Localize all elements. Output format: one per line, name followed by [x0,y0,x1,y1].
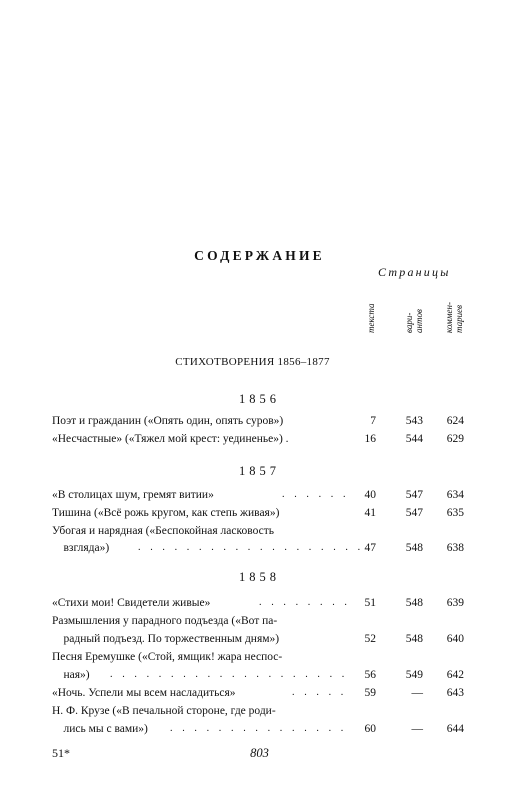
entry-title: Тишина («Всё рожь кругом, как степь живая») [52,507,280,519]
entry-title: ная») [52,669,90,681]
entry-title: Н. Ф. Крузе («В печальной стороне, где роди- [52,705,276,717]
page-variants: 547 [405,507,423,519]
toc-entry[interactable] [52,504,462,522]
entry-title: «В столицах шум, гремят витии» [52,489,214,501]
year-heading: 1857 [239,464,280,478]
leader-dots: . . . . . . . . . . . . . . . . . . . . [110,669,348,680]
page-text: 52 [364,633,376,645]
toc-entry[interactable] [52,594,462,612]
page-comments: 639 [446,597,464,609]
toc-entry[interactable] [52,684,462,702]
toc-entry-continuation[interactable] [52,630,462,648]
toc-entry[interactable] [52,522,462,540]
entry-title: Песня Еремушке («Стой, ямщик! жара неспос- [52,651,283,663]
toc-entry[interactable] [52,702,462,720]
entry-title: «Несчастные» («Тяжел мой крест: уединенье») . [52,433,289,445]
leader-dots: . . . . . . . . . . . . . . . . . . . [138,542,364,553]
entry-title: взгляда») [52,542,110,554]
page-comments: 635 [446,507,464,519]
page-variants: 548 [405,597,423,609]
page-comments: 640 [446,633,464,645]
page-variants: 543 [405,415,423,427]
entry-title: Поэт и гражданин («Опять один, опять суров») [52,415,284,427]
page-comments: 634 [446,489,464,501]
year-heading: 1858 [239,570,280,584]
entry-title: «Ночь. Успели мы всем насладиться» [52,687,236,699]
page-comments: 644 [446,723,464,735]
page-text: 7 [370,415,376,427]
page-text: 59 [364,687,376,699]
page-text: 47 [364,542,376,554]
page-text: 41 [364,507,376,519]
leader-dots: . . . . . [292,687,347,698]
toc-entry-continuation[interactable] [52,539,462,557]
page-variants: 544 [405,433,423,445]
page-text: 51 [364,597,376,609]
toc-entry[interactable] [52,430,462,448]
entry-title: радный подъезд. По торжественным дням») [52,633,280,645]
toc-entry[interactable] [52,648,462,666]
page-comments: 624 [446,415,464,427]
column-header-comments: коммен- тариев [444,302,464,333]
pages-column-header: Страницы [378,265,451,279]
leader-dots: . . . . . . . . [259,597,351,608]
page-text: 16 [364,433,376,445]
page-variants: 547 [405,489,423,501]
entry-title: Убогая и нарядная («Беспокойная ласковость [52,525,274,537]
page-title: СОДЕРЖАНИЕ [194,248,325,263]
leader-dots: . . . . . . [282,489,350,500]
column-header-text: текста [366,303,376,333]
toc-entry[interactable] [52,412,462,430]
page-variants: 548 [405,542,423,554]
page-variants: — [411,687,423,699]
page-text: 40 [364,489,376,501]
page-comments: 643 [446,687,464,699]
page-number: 803 [250,746,269,760]
page-variants: — [411,723,423,735]
leader-dots: . . . . . . . . . . . . . . . [170,723,347,734]
column-header-variants: вари- антов [404,309,424,333]
page-text: 56 [364,669,376,681]
entry-title: Размышления у парадного подъезда («Вот па- [52,615,278,627]
page-variants: 548 [405,633,423,645]
toc-entry[interactable] [52,486,462,504]
page-text: 60 [364,723,376,735]
signature-mark: 51* [52,746,70,760]
toc-entry-continuation[interactable] [52,720,462,738]
page-comments: 638 [446,542,464,554]
toc-entry[interactable] [52,612,462,630]
section-heading: СТИХОТВОРЕНИЯ 1856–1877 [175,356,330,368]
page-comments: 629 [446,433,464,445]
page-comments: 642 [446,669,464,681]
toc-entry-continuation[interactable] [52,666,462,684]
page-variants: 549 [405,669,423,681]
entry-title: «Стихи мои! Свидетели живые» [52,597,211,609]
year-heading: 1856 [239,392,280,406]
entry-title: лись мы с вами») [52,723,148,735]
